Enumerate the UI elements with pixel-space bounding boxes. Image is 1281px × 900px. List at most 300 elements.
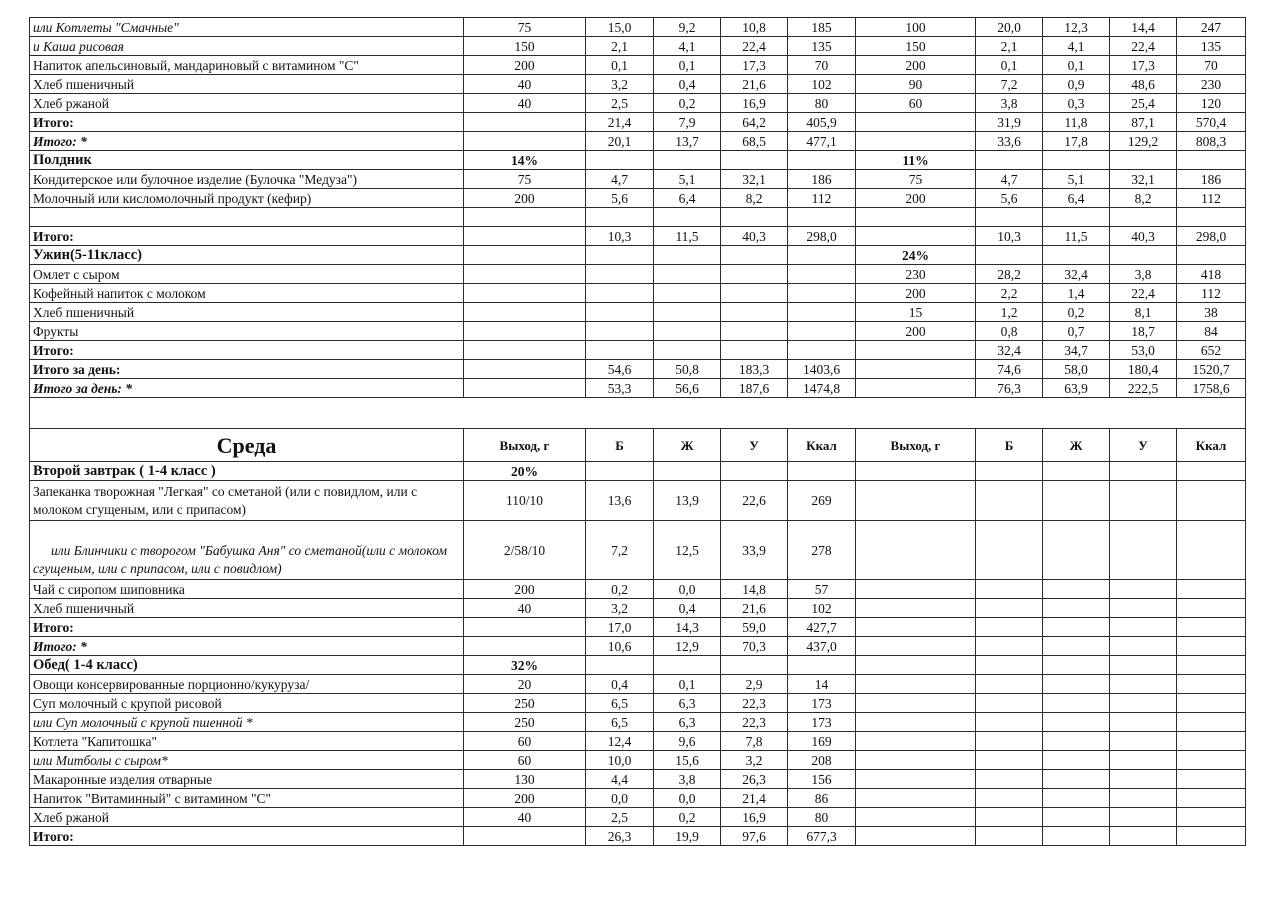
right-vyhod-cell: 230 xyxy=(856,265,976,284)
right-b-cell xyxy=(976,827,1043,846)
left-b-cell xyxy=(586,462,654,481)
table-row xyxy=(30,580,1246,599)
left-b-cell: 26,3 xyxy=(586,827,654,846)
table-row xyxy=(30,265,1246,284)
right-zh-cell xyxy=(1043,208,1110,227)
left-u-cell: 33,9 xyxy=(721,521,788,580)
left-kcal-cell: 173 xyxy=(788,713,856,732)
right-b-cell: 2,1 xyxy=(976,37,1043,56)
table-row xyxy=(30,732,1246,751)
left-b-cell xyxy=(586,246,654,265)
right-vyhod-cell: 90 xyxy=(856,75,976,94)
right-vyhod-cell: 200 xyxy=(856,322,976,341)
right-zh-cell: 0,1 xyxy=(1043,56,1110,75)
left-u-cell: 3,2 xyxy=(721,751,788,770)
right-vyhod-cell: 100 xyxy=(856,18,976,37)
left-vyhod-cell xyxy=(464,322,586,341)
left-u-cell: 22,3 xyxy=(721,694,788,713)
right-kcal-cell xyxy=(1177,618,1246,637)
right-zh-cell xyxy=(1043,637,1110,656)
right-kcal-cell: 38 xyxy=(1177,303,1246,322)
left-zh-cell: 15,6 xyxy=(654,751,721,770)
right-kcal-cell xyxy=(1177,521,1246,580)
left-kcal-cell: 102 xyxy=(788,599,856,618)
left-u-cell: 70,3 xyxy=(721,637,788,656)
right-kcal-cell xyxy=(1177,481,1246,521)
left-kcal-cell: 1403,6 xyxy=(788,360,856,379)
right-b-cell xyxy=(976,732,1043,751)
left-kcal-cell: 185 xyxy=(788,18,856,37)
right-b-cell: 4,7 xyxy=(976,170,1043,189)
right-u-cell xyxy=(1110,732,1177,751)
left-kcal-cell: 278 xyxy=(788,521,856,580)
left-kcal-cell: 1474,8 xyxy=(788,379,856,398)
left-vyhod-cell: 20 xyxy=(464,675,586,694)
right-kcal-cell: 186 xyxy=(1177,170,1246,189)
left-b-cell: 2,5 xyxy=(586,94,654,113)
right-kcal-cell: 112 xyxy=(1177,284,1246,303)
left-b-cell xyxy=(586,322,654,341)
dish-name: Напиток "Витаминный" с витамином "С" xyxy=(30,789,464,808)
right-u-cell xyxy=(1110,462,1177,481)
header-b-right: Б xyxy=(976,429,1043,462)
left-vyhod-cell xyxy=(464,341,586,360)
header-kcal-left: Ккал xyxy=(788,429,856,462)
right-vyhod-cell xyxy=(856,827,976,846)
table-row xyxy=(30,303,1246,322)
left-vyhod-cell: 150 xyxy=(464,37,586,56)
left-kcal-cell xyxy=(788,322,856,341)
dish-name: Кофейный напиток с молоком xyxy=(30,284,464,303)
dish-name: Ужин(5-11класс) xyxy=(30,246,464,265)
left-b-cell: 20,1 xyxy=(586,132,654,151)
left-kcal-cell: 298,0 xyxy=(788,227,856,246)
left-kcal-cell: 173 xyxy=(788,694,856,713)
left-b-cell xyxy=(586,265,654,284)
left-u-cell: 40,3 xyxy=(721,227,788,246)
header-row xyxy=(30,429,1246,462)
dish-name: или Суп молочный с крупой пшенной * xyxy=(30,713,464,732)
right-u-cell xyxy=(1110,481,1177,521)
right-u-cell: 18,7 xyxy=(1110,322,1177,341)
right-kcal-cell xyxy=(1177,713,1246,732)
right-u-cell: 87,1 xyxy=(1110,113,1177,132)
right-u-cell: 17,3 xyxy=(1110,56,1177,75)
right-u-cell xyxy=(1110,151,1177,170)
right-kcal-cell: 120 xyxy=(1177,94,1246,113)
left-zh-cell: 9,2 xyxy=(654,18,721,37)
left-vyhod-cell xyxy=(464,246,586,265)
left-kcal-cell: 427,7 xyxy=(788,618,856,637)
left-vyhod-cell xyxy=(464,113,586,132)
left-vyhod-cell: 200 xyxy=(464,580,586,599)
right-zh-cell: 17,8 xyxy=(1043,132,1110,151)
right-zh-cell: 0,7 xyxy=(1043,322,1110,341)
table-row xyxy=(30,56,1246,75)
menu-table xyxy=(29,17,1246,846)
right-vyhod-cell: 11% xyxy=(856,151,976,170)
left-kcal-cell: 135 xyxy=(788,37,856,56)
right-b-cell xyxy=(976,675,1043,694)
right-kcal-cell: 652 xyxy=(1177,341,1246,360)
table-row xyxy=(30,751,1246,770)
right-zh-cell: 5,1 xyxy=(1043,170,1110,189)
table-row xyxy=(30,713,1246,732)
right-kcal-cell xyxy=(1177,751,1246,770)
total-row xyxy=(30,379,1246,398)
left-u-cell: 21,6 xyxy=(721,599,788,618)
dish-name: Овощи консервированные порционно/кукуруза/ xyxy=(30,675,464,694)
right-b-cell xyxy=(976,751,1043,770)
right-zh-cell xyxy=(1043,827,1110,846)
table-row xyxy=(30,694,1246,713)
left-kcal-cell: 156 xyxy=(788,770,856,789)
dish-name: Чай с сиропом шиповника xyxy=(30,580,464,599)
left-u-cell: 22,4 xyxy=(721,37,788,56)
right-vyhod-cell xyxy=(856,789,976,808)
right-zh-cell xyxy=(1043,481,1110,521)
right-u-cell: 180,4 xyxy=(1110,360,1177,379)
right-vyhod-cell xyxy=(856,713,976,732)
left-vyhod-cell: 75 xyxy=(464,170,586,189)
left-u-cell xyxy=(721,656,788,675)
right-b-cell: 10,3 xyxy=(976,227,1043,246)
right-zh-cell xyxy=(1043,770,1110,789)
right-kcal-cell: 418 xyxy=(1177,265,1246,284)
left-kcal-cell xyxy=(788,208,856,227)
right-kcal-cell xyxy=(1177,789,1246,808)
right-b-cell: 0,1 xyxy=(976,56,1043,75)
right-u-cell: 53,0 xyxy=(1110,341,1177,360)
right-vyhod-cell: 24% xyxy=(856,246,976,265)
right-vyhod-cell xyxy=(856,808,976,827)
header-vyhod-left: Выход, г xyxy=(464,429,586,462)
right-kcal-cell xyxy=(1177,208,1246,227)
right-zh-cell xyxy=(1043,732,1110,751)
dish-name: Хлеб пшеничный xyxy=(30,303,464,322)
right-b-cell: 20,0 xyxy=(976,18,1043,37)
total-row xyxy=(30,227,1246,246)
right-u-cell xyxy=(1110,808,1177,827)
dish-name: Итого за день: * xyxy=(30,379,464,398)
right-u-cell xyxy=(1110,521,1177,580)
left-zh-cell xyxy=(654,656,721,675)
right-b-cell: 76,3 xyxy=(976,379,1043,398)
left-zh-cell: 0,2 xyxy=(654,94,721,113)
right-vyhod-cell xyxy=(856,751,976,770)
left-vyhod-cell: 110/10 xyxy=(464,481,586,521)
right-zh-cell xyxy=(1043,580,1110,599)
left-zh-cell xyxy=(654,341,721,360)
left-u-cell: 2,9 xyxy=(721,675,788,694)
right-b-cell: 7,2 xyxy=(976,75,1043,94)
right-zh-cell xyxy=(1043,462,1110,481)
left-b-cell: 6,5 xyxy=(586,694,654,713)
right-b-cell xyxy=(976,462,1043,481)
left-u-cell xyxy=(721,303,788,322)
left-b-cell xyxy=(586,151,654,170)
dish-name: Полдник xyxy=(30,151,464,170)
right-b-cell: 32,4 xyxy=(976,341,1043,360)
right-u-cell xyxy=(1110,618,1177,637)
dish-name: Итого: xyxy=(30,341,464,360)
right-u-cell xyxy=(1110,713,1177,732)
right-vyhod-cell xyxy=(856,462,976,481)
right-b-cell xyxy=(976,208,1043,227)
dish-name: Запеканка творожная "Легкая" со сметаной (или с повидлом, или с молоком сгущеным, или с припасом) xyxy=(30,481,464,521)
left-zh-cell: 6,3 xyxy=(654,713,721,732)
left-b-cell: 2,1 xyxy=(586,37,654,56)
left-kcal-cell xyxy=(788,341,856,360)
right-b-cell xyxy=(976,789,1043,808)
left-zh-cell: 0,4 xyxy=(654,599,721,618)
left-vyhod-cell: 40 xyxy=(464,94,586,113)
table-row xyxy=(30,170,1246,189)
right-u-cell: 22,4 xyxy=(1110,37,1177,56)
left-u-cell: 26,3 xyxy=(721,770,788,789)
left-kcal-cell: 269 xyxy=(788,481,856,521)
section-row xyxy=(30,656,1246,675)
left-zh-cell xyxy=(654,462,721,481)
header-u-left: У xyxy=(721,429,788,462)
table-row xyxy=(30,18,1246,37)
right-b-cell xyxy=(976,637,1043,656)
dish-name: Итого: xyxy=(30,113,464,132)
right-kcal-cell: 1758,6 xyxy=(1177,379,1246,398)
right-zh-cell xyxy=(1043,751,1110,770)
left-kcal-cell: 80 xyxy=(788,94,856,113)
right-kcal-cell xyxy=(1177,656,1246,675)
dish-name: или Блинчики с творогом "Бабушка Аня" со сметаной(или с молоком сгущеным, или с припасом, или с повидлом) xyxy=(30,521,464,580)
dish-name: Итого за день: xyxy=(30,360,464,379)
left-vyhod-cell xyxy=(464,637,586,656)
left-zh-cell xyxy=(654,265,721,284)
dish-name: Хлеб пшеничный xyxy=(30,75,464,94)
left-u-cell: 7,8 xyxy=(721,732,788,751)
left-zh-cell: 14,3 xyxy=(654,618,721,637)
right-kcal-cell xyxy=(1177,732,1246,751)
left-b-cell: 0,1 xyxy=(586,56,654,75)
left-kcal-cell xyxy=(788,284,856,303)
right-b-cell: 0,8 xyxy=(976,322,1043,341)
right-u-cell: 8,2 xyxy=(1110,189,1177,208)
left-u-cell xyxy=(721,322,788,341)
left-u-cell: 16,9 xyxy=(721,94,788,113)
left-zh-cell: 0,1 xyxy=(654,56,721,75)
header-zh-right: Ж xyxy=(1043,429,1110,462)
left-zh-cell xyxy=(654,151,721,170)
total-row xyxy=(30,827,1246,846)
right-vyhod-cell: 200 xyxy=(856,56,976,75)
left-u-cell: 21,4 xyxy=(721,789,788,808)
right-u-cell: 25,4 xyxy=(1110,94,1177,113)
left-b-cell: 17,0 xyxy=(586,618,654,637)
left-kcal-cell xyxy=(788,151,856,170)
header-vyhod-right: Выход, г xyxy=(856,429,976,462)
left-kcal-cell xyxy=(788,303,856,322)
left-zh-cell: 9,6 xyxy=(654,732,721,751)
right-b-cell xyxy=(976,618,1043,637)
left-b-cell: 53,3 xyxy=(586,379,654,398)
right-vyhod-cell: 200 xyxy=(856,284,976,303)
right-u-cell xyxy=(1110,246,1177,265)
right-vyhod-cell xyxy=(856,227,976,246)
day-title: Среда xyxy=(30,429,464,462)
right-kcal-cell: 112 xyxy=(1177,189,1246,208)
left-vyhod-cell: 2/58/10 xyxy=(464,521,586,580)
left-u-cell: 10,8 xyxy=(721,18,788,37)
header-zh-left: Ж xyxy=(654,429,721,462)
left-zh-cell: 0,2 xyxy=(654,808,721,827)
dish-name: или Котлеты "Смачные" xyxy=(30,18,464,37)
right-b-cell: 31,9 xyxy=(976,113,1043,132)
dish-name: Итого: xyxy=(30,227,464,246)
right-kcal-cell: 1520,7 xyxy=(1177,360,1246,379)
left-u-cell: 68,5 xyxy=(721,132,788,151)
right-kcal-cell: 230 xyxy=(1177,75,1246,94)
left-zh-cell: 6,4 xyxy=(654,189,721,208)
left-u-cell: 22,3 xyxy=(721,713,788,732)
left-u-cell: 8,2 xyxy=(721,189,788,208)
right-b-cell xyxy=(976,151,1043,170)
total-row xyxy=(30,341,1246,360)
right-vyhod-cell xyxy=(856,132,976,151)
table-row xyxy=(30,770,1246,789)
left-u-cell: 22,6 xyxy=(721,481,788,521)
right-b-cell xyxy=(976,713,1043,732)
right-u-cell: 32,1 xyxy=(1110,170,1177,189)
left-zh-cell: 0,4 xyxy=(654,75,721,94)
right-zh-cell: 58,0 xyxy=(1043,360,1110,379)
right-zh-cell xyxy=(1043,599,1110,618)
table-row xyxy=(30,599,1246,618)
left-b-cell: 6,5 xyxy=(586,713,654,732)
right-b-cell xyxy=(976,599,1043,618)
right-b-cell: 2,2 xyxy=(976,284,1043,303)
right-kcal-cell xyxy=(1177,808,1246,827)
left-u-cell: 187,6 xyxy=(721,379,788,398)
right-b-cell xyxy=(976,656,1043,675)
table-row xyxy=(30,521,1246,580)
right-u-cell: 22,4 xyxy=(1110,284,1177,303)
left-b-cell: 3,2 xyxy=(586,75,654,94)
dish-name: Второй завтрак ( 1-4 класс ) xyxy=(30,462,464,481)
left-zh-cell: 11,5 xyxy=(654,227,721,246)
left-b-cell: 10,3 xyxy=(586,227,654,246)
dish-name: или Митболы с сыром* xyxy=(30,751,464,770)
right-u-cell: 14,4 xyxy=(1110,18,1177,37)
right-u-cell xyxy=(1110,675,1177,694)
left-zh-cell: 7,9 xyxy=(654,113,721,132)
right-vyhod-cell xyxy=(856,694,976,713)
right-kcal-cell xyxy=(1177,637,1246,656)
right-u-cell xyxy=(1110,770,1177,789)
section-row xyxy=(30,151,1246,170)
dish-name: Итого: xyxy=(30,618,464,637)
total-row xyxy=(30,618,1246,637)
right-zh-cell: 32,4 xyxy=(1043,265,1110,284)
left-vyhod-cell xyxy=(464,284,586,303)
right-b-cell: 1,2 xyxy=(976,303,1043,322)
right-vyhod-cell xyxy=(856,521,976,580)
right-zh-cell: 1,4 xyxy=(1043,284,1110,303)
dish-name: Хлеб ржаной xyxy=(30,94,464,113)
dish-name: Макаронные изделия отварные xyxy=(30,770,464,789)
total-row xyxy=(30,113,1246,132)
left-u-cell xyxy=(721,151,788,170)
dish-name: Котлета "Капитошка" xyxy=(30,732,464,751)
right-b-cell xyxy=(976,580,1043,599)
right-vyhod-cell xyxy=(856,675,976,694)
left-b-cell: 0,2 xyxy=(586,580,654,599)
dish-name: Суп молочный с крупой рисовой xyxy=(30,694,464,713)
total-row xyxy=(30,360,1246,379)
right-zh-cell: 0,9 xyxy=(1043,75,1110,94)
left-zh-cell: 0,0 xyxy=(654,580,721,599)
left-vyhod-cell xyxy=(464,227,586,246)
right-u-cell xyxy=(1110,656,1177,675)
left-b-cell: 10,6 xyxy=(586,637,654,656)
left-u-cell: 16,9 xyxy=(721,808,788,827)
right-kcal-cell xyxy=(1177,462,1246,481)
right-vyhod-cell xyxy=(856,208,976,227)
header-u-right: У xyxy=(1110,429,1177,462)
right-u-cell xyxy=(1110,580,1177,599)
left-kcal-cell xyxy=(788,246,856,265)
left-kcal-cell: 112 xyxy=(788,189,856,208)
right-u-cell xyxy=(1110,751,1177,770)
right-u-cell: 48,6 xyxy=(1110,75,1177,94)
right-u-cell xyxy=(1110,789,1177,808)
left-zh-cell xyxy=(654,284,721,303)
right-zh-cell: 34,7 xyxy=(1043,341,1110,360)
right-vyhod-cell: 75 xyxy=(856,170,976,189)
left-kcal-cell: 102 xyxy=(788,75,856,94)
left-vyhod-cell: 14% xyxy=(464,151,586,170)
right-vyhod-cell xyxy=(856,360,976,379)
right-b-cell: 28,2 xyxy=(976,265,1043,284)
left-vyhod-cell: 40 xyxy=(464,599,586,618)
right-b-cell xyxy=(976,521,1043,580)
left-vyhod-cell: 20% xyxy=(464,462,586,481)
right-zh-cell: 12,3 xyxy=(1043,18,1110,37)
dish-name: Итого: xyxy=(30,827,464,846)
left-b-cell: 0,0 xyxy=(586,789,654,808)
right-zh-cell xyxy=(1043,246,1110,265)
dish-name: Хлеб пшеничный xyxy=(30,599,464,618)
left-kcal-cell: 677,3 xyxy=(788,827,856,846)
right-kcal-cell xyxy=(1177,675,1246,694)
right-kcal-cell xyxy=(1177,151,1246,170)
left-b-cell xyxy=(586,303,654,322)
left-u-cell xyxy=(721,265,788,284)
dish-name xyxy=(30,208,464,227)
right-b-cell: 33,6 xyxy=(976,132,1043,151)
right-u-cell: 3,8 xyxy=(1110,265,1177,284)
left-kcal-cell: 86 xyxy=(788,789,856,808)
table-row xyxy=(30,481,1246,521)
left-b-cell: 4,7 xyxy=(586,170,654,189)
left-kcal-cell: 70 xyxy=(788,56,856,75)
left-b-cell: 21,4 xyxy=(586,113,654,132)
left-u-cell: 14,8 xyxy=(721,580,788,599)
right-u-cell: 40,3 xyxy=(1110,227,1177,246)
right-zh-cell: 63,9 xyxy=(1043,379,1110,398)
left-kcal-cell: 186 xyxy=(788,170,856,189)
left-u-cell: 64,2 xyxy=(721,113,788,132)
right-zh-cell: 11,5 xyxy=(1043,227,1110,246)
left-kcal-cell: 477,1 xyxy=(788,132,856,151)
